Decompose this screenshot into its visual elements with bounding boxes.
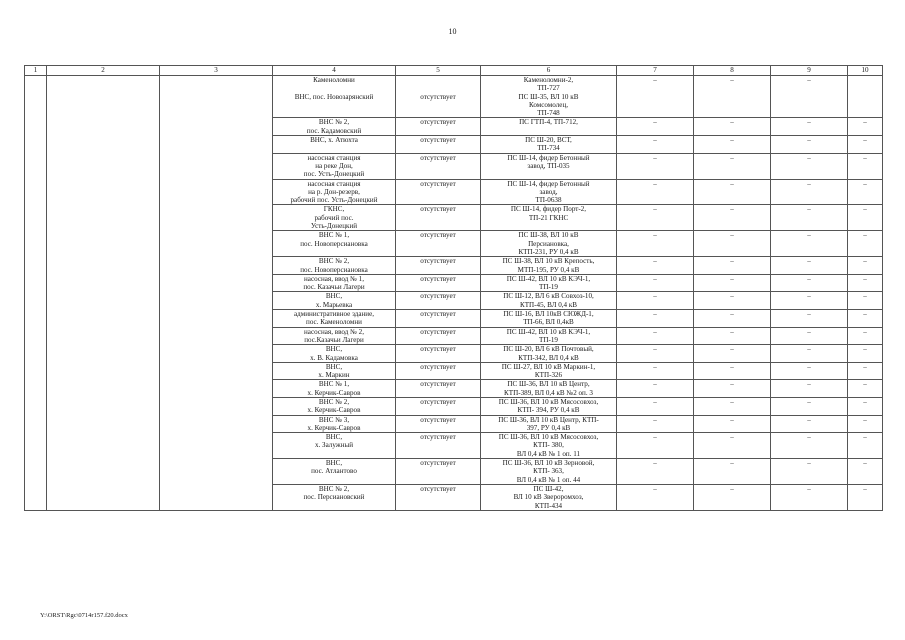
cell-c7: – [617, 433, 694, 459]
cell-line: отсутствует [420, 205, 456, 214]
cell-c4 [273, 433, 396, 459]
cell-line: на р. Дон-резерв, [308, 187, 360, 196]
cell-line: х. Керчик-Савров [307, 388, 361, 397]
cell-c6 [481, 292, 617, 310]
cell-line: ТП-748 [537, 109, 560, 118]
cell-c10: – [848, 292, 883, 310]
table-header-row [25, 66, 883, 76]
cell-c7: – [617, 76, 694, 118]
cell-line: отсутствует [420, 362, 456, 371]
cell-c6 [481, 136, 617, 154]
cell-c5 [396, 231, 481, 257]
cell-line: Каменоломни-2, [523, 76, 574, 84]
cell-c8: – [694, 397, 771, 415]
cell-line: ТП-0638 [535, 196, 562, 205]
cell-c4 [273, 380, 396, 398]
cell-c8: – [694, 118, 771, 136]
cell-line: завод, ТП-035 [527, 161, 570, 170]
cell-line: ТП-19 [539, 335, 558, 344]
cell-line: ВНС, х. Атюхта [310, 136, 358, 145]
cell-c9: – [771, 345, 848, 363]
cell-line: МТП-195, РУ 0,4 кВ [517, 265, 580, 274]
cell-c6 [481, 310, 617, 328]
table-row [25, 76, 883, 118]
cell-c6 [481, 153, 617, 179]
cell-line: ПС Ш-42, ВЛ 10 кВ КЭЧ-1, [506, 327, 591, 336]
table-body [25, 76, 883, 511]
column-header-4: 4 [273, 66, 396, 76]
cell-c10: – [848, 179, 883, 205]
cell-c5 [396, 415, 481, 433]
cell-line: ПС Ш-20, ВСТ, [525, 136, 572, 145]
column-header-3: 3 [160, 66, 273, 76]
cell-c10: – [848, 397, 883, 415]
cell-line: отсутствует [420, 397, 456, 406]
cell-c9: – [771, 118, 848, 136]
cell-c10: – [848, 459, 883, 485]
cell-line: КТП-45, ВЛ 0,4 кВ [519, 300, 578, 309]
cell-c7: – [617, 345, 694, 363]
cell-line: отсутствует [420, 433, 456, 442]
cell-line: ПС Ш-14, фидер Порт-2, [510, 205, 587, 214]
cell-c9: – [771, 205, 848, 231]
cell-line: отсутствует [420, 92, 456, 101]
cell-c10: – [848, 484, 883, 510]
cell-line: х. Марьевка [315, 300, 353, 309]
cell-line: отсутствует [420, 231, 456, 240]
cell-c10 [848, 76, 883, 118]
cell-line: ВНС, [325, 433, 343, 442]
cell-c7: – [617, 459, 694, 485]
cell-line: КТП- 394, РУ 0,4 кВ [517, 406, 580, 415]
cell-c9: – [771, 257, 848, 275]
cell-line: ПС Ш-42, [533, 484, 564, 493]
cell-line: ВНС, [325, 459, 343, 468]
cell-c8: – [694, 274, 771, 292]
cell-line: отсутствует [420, 292, 456, 301]
cell-c6 [481, 76, 617, 118]
cell-c5 [396, 459, 481, 485]
cell-line: ВНС № 2, [318, 397, 350, 406]
cell-line: отсутствует [420, 257, 456, 266]
cell-c5 [396, 205, 481, 231]
cell-line: ПС Ш-38, ВЛ 10 кВ Крепость, [502, 257, 595, 266]
cell-c9: – [771, 380, 848, 398]
cell-line: ПС Ш-16, ВЛ 10кВ СЮЖД-1, [503, 310, 594, 319]
cell-line: отсутствует [420, 179, 456, 188]
cell-c9: – [771, 362, 848, 380]
cell-c5 [396, 179, 481, 205]
cell-line: х. Залужный [314, 441, 354, 450]
empty-merged-cell-c2 [47, 76, 160, 511]
cell-c9: – [771, 153, 848, 179]
cell-line: насосная, ввод № 2, [304, 327, 364, 336]
cell-line: ТП-734 [537, 144, 560, 153]
cell-line: ПС Ш-14, фидер Бетонный [507, 153, 590, 162]
cell-line: ПС Ш-35, ВЛ 10 кВ [518, 92, 579, 101]
cell-c9: – [771, 136, 848, 154]
cell-c7: – [617, 136, 694, 154]
cell-c8: – [694, 310, 771, 328]
cell-c4 [273, 310, 396, 328]
cell-c4 [273, 415, 396, 433]
cell-c10: – [848, 231, 883, 257]
cell-line: ВЛ 0,4 кВ № 1 оп. 11 [516, 449, 581, 458]
cell-line: ПС Ш-42, ВЛ 10 кВ КЭЧ-1, [506, 274, 591, 283]
cell-c5 [396, 380, 481, 398]
cell-c9: – [771, 76, 848, 118]
cell-line: ПС Ш-36, ВЛ 10 кВ Центр, [507, 380, 590, 389]
cell-c6 [481, 397, 617, 415]
cell-c8: – [694, 327, 771, 345]
column-header-10: 10 [848, 66, 883, 76]
cell-c6 [481, 362, 617, 380]
cell-line: ГКНС, [323, 205, 345, 214]
cell-c8: – [694, 433, 771, 459]
cell-c7: – [617, 362, 694, 380]
cell-line: 397, РУ 0,4 кВ [526, 423, 571, 432]
cell-c4 [273, 179, 396, 205]
cell-line: отсутствует [420, 327, 456, 336]
cell-c6 [481, 179, 617, 205]
cell-c8: – [694, 459, 771, 485]
cell-line: ТП-66, ВЛ 0,4кВ [523, 318, 574, 327]
footer-file-path: Y:\ORST\Rgc\0714r157.f20.docx [40, 612, 128, 619]
cell-c4 [273, 292, 396, 310]
cell-c10: – [848, 257, 883, 275]
cell-line: ВНС № 2, [318, 484, 350, 493]
cell-line: Каменоломни [313, 76, 355, 84]
cell-line: ТП-19 [539, 283, 558, 292]
cell-line: ПС Ш-36, ВЛ 10 кВ Мясосовхоз, [498, 433, 599, 442]
cell-c9: – [771, 484, 848, 510]
cell-line: КТП-326 [534, 371, 563, 380]
cell-line: ВНС, [325, 345, 343, 354]
cell-line: отсутствует [420, 345, 456, 354]
cell-c10: – [848, 415, 883, 433]
cell-c7: – [617, 484, 694, 510]
cell-c6 [481, 484, 617, 510]
cell-line: х. В. Кадамовка [310, 353, 358, 362]
cell-line: х. Маркин [318, 371, 350, 380]
cell-line: ВНС № 1, [318, 380, 350, 389]
cell-line: пос.Казачьи Лагери [304, 335, 364, 344]
cell-line: ВНС № 2, [318, 257, 350, 266]
cell-line: КТП-389, ВЛ 0,4 кВ №2 оп. 3 [504, 388, 593, 397]
cell-c5 [396, 327, 481, 345]
cell-c8: – [694, 76, 771, 118]
cell-line: завод, [539, 187, 558, 196]
cell-c9: – [771, 415, 848, 433]
cell-line: ВНС, [325, 292, 343, 301]
cell-c8: – [694, 136, 771, 154]
cell-c9: – [771, 327, 848, 345]
cell-c8: – [694, 257, 771, 275]
cell-line: отсутствует [420, 274, 456, 283]
cell-line: КТП- 380, [533, 441, 564, 450]
cell-c8: – [694, 205, 771, 231]
cell-c7: – [617, 118, 694, 136]
cell-c8: – [694, 362, 771, 380]
cell-line: ВНС № 2, [318, 118, 350, 127]
cell-c8: – [694, 292, 771, 310]
cell-line: насосная, ввод № 1, [304, 274, 364, 283]
cell-line: пос. Кадамовский [306, 126, 362, 135]
column-header-1: 1 [25, 66, 47, 76]
column-header-7: 7 [617, 66, 694, 76]
cell-c7: – [617, 292, 694, 310]
cell-c6 [481, 118, 617, 136]
cell-line: ВНС № 1, [318, 231, 350, 240]
cell-c7: – [617, 397, 694, 415]
cell-c5 [396, 484, 481, 510]
data-table [24, 65, 883, 511]
cell-c7: – [617, 415, 694, 433]
cell-c9: – [771, 433, 848, 459]
cell-c4 [273, 257, 396, 275]
cell-line: ВНС, [325, 362, 343, 371]
cell-line: ПС Ш-38, ВЛ 10 кВ [518, 231, 579, 240]
cell-c6 [481, 257, 617, 275]
cell-line: пос. Новоперсиановка [300, 239, 368, 248]
cell-c4 [273, 136, 396, 154]
cell-c7: – [617, 274, 694, 292]
cell-c9: – [771, 179, 848, 205]
cell-line: отсутствует [420, 380, 456, 389]
cell-c7: – [617, 257, 694, 275]
cell-line: ПС Ш-12, ВЛ 6 кВ Совхоз-10, [503, 292, 594, 301]
cell-line: ПС Ш-36, ВЛ 10 кВ Зерновой, [502, 459, 595, 468]
cell-c7: – [617, 179, 694, 205]
column-header-8: 8 [694, 66, 771, 76]
cell-c10: – [848, 433, 883, 459]
cell-c5 [396, 257, 481, 275]
empty-merged-cell-c3 [160, 76, 273, 511]
cell-c9: – [771, 292, 848, 310]
cell-c4 [273, 231, 396, 257]
cell-c10: – [848, 153, 883, 179]
cell-c8: – [694, 179, 771, 205]
cell-c4 [273, 118, 396, 136]
cell-c4 [273, 397, 396, 415]
cell-line: ПС Ш-36, ВЛ 10 кВ Центр, КТП- [498, 415, 599, 424]
cell-c8: – [694, 415, 771, 433]
cell-line [398, 84, 478, 92]
cell-line: Усть-Донецкий [310, 222, 358, 231]
cell-c7: – [617, 380, 694, 398]
empty-merged-cell-c1 [25, 76, 47, 511]
cell-line: насосная станция [307, 179, 361, 188]
cell-c10: – [848, 136, 883, 154]
cell-line: пос. Усть-Донецкий [303, 170, 365, 179]
cell-c7: – [617, 231, 694, 257]
cell-line: отсутствует [420, 484, 456, 493]
cell-line: КТП-342, ВЛ 0,4 кВ [518, 353, 579, 362]
cell-line: ВЛ 10 кВ Звероромхоз, [513, 493, 584, 502]
cell-c10: – [848, 205, 883, 231]
cell-c5 [396, 118, 481, 136]
cell-c6 [481, 231, 617, 257]
cell-c9: – [771, 231, 848, 257]
cell-c4 [273, 153, 396, 179]
cell-line: пос. Новоперсиановка [300, 265, 368, 274]
cell-line: насосная станция [307, 153, 361, 162]
cell-line: отсутствует [420, 459, 456, 468]
cell-c7: – [617, 327, 694, 345]
cell-line: ПС Ш-36, ВЛ 10 кВ Мясосовхоз, [498, 397, 599, 406]
cell-c9: – [771, 310, 848, 328]
cell-c5 [396, 274, 481, 292]
cell-c10: – [848, 380, 883, 398]
cell-line: ВНС № 3, [318, 415, 350, 424]
cell-c8: – [694, 380, 771, 398]
cell-line: ПС Ш-27, ВЛ 10 кВ Маркин-1, [501, 362, 596, 371]
cell-c6 [481, 345, 617, 363]
cell-line: х. Керчик-Савров [307, 406, 361, 415]
cell-c9: – [771, 459, 848, 485]
cell-c10: – [848, 118, 883, 136]
cell-c7: – [617, 310, 694, 328]
cell-c6 [481, 327, 617, 345]
cell-c4 [273, 362, 396, 380]
cell-c5 [396, 292, 481, 310]
cell-line: административное здание, [293, 310, 375, 319]
cell-c5 [396, 153, 481, 179]
cell-c8: – [694, 484, 771, 510]
cell-c4 [273, 459, 396, 485]
cell-c5 [396, 397, 481, 415]
cell-line: пос. Атлантово [311, 467, 357, 476]
cell-line: ПС Ш-20, ВЛ 6 кВ Почтовый, [503, 345, 594, 354]
cell-c6 [481, 415, 617, 433]
cell-c5 [396, 345, 481, 363]
column-header-5: 5 [396, 66, 481, 76]
cell-c9: – [771, 274, 848, 292]
cell-line [398, 76, 478, 84]
cell-c9: – [771, 397, 848, 415]
page-number: 10 [448, 27, 457, 36]
cell-c10: – [848, 327, 883, 345]
cell-c8: – [694, 153, 771, 179]
cell-c7: – [617, 205, 694, 231]
cell-line: ПС ГТП-4, ТП-712, [519, 118, 578, 127]
cell-c10: – [848, 362, 883, 380]
cell-c8: – [694, 345, 771, 363]
cell-line: рабочий пос. Усть-Донецкий [290, 196, 378, 205]
column-header-2: 2 [47, 66, 160, 76]
cell-c10: – [848, 310, 883, 328]
cell-line: Комсомолец, [528, 100, 569, 109]
cell-line: ВНС, пос. Новозарянский [294, 92, 374, 101]
cell-c7: – [617, 153, 694, 179]
cell-line: КТП-231, РУ 0,4 кВ [518, 247, 579, 256]
cell-line: КТП-434 [534, 501, 563, 510]
cell-line: отсутствует [420, 136, 456, 145]
cell-c10: – [848, 274, 883, 292]
column-header-6: 6 [481, 66, 617, 76]
cell-line: отсутствует [420, 310, 456, 319]
cell-c6 [481, 274, 617, 292]
cell-c4 [273, 76, 396, 118]
cell-line: пос. Каменоломни [306, 318, 362, 327]
column-header-9: 9 [771, 66, 848, 76]
cell-line: отсутствует [420, 153, 456, 162]
cell-line [275, 84, 393, 92]
cell-c4 [273, 205, 396, 231]
cell-c5 [396, 362, 481, 380]
cell-line: на реке Дон, [315, 161, 353, 170]
cell-c6 [481, 459, 617, 485]
cell-c10: – [848, 345, 883, 363]
cell-line: КТП- 363, [533, 467, 564, 476]
cell-c5 [396, 310, 481, 328]
cell-c4 [273, 484, 396, 510]
cell-line: ТП-21 ГКНС [528, 213, 569, 222]
cell-line: пос. Персиановский [303, 493, 365, 502]
cell-c6 [481, 205, 617, 231]
cell-line: ТП-727 [537, 84, 560, 93]
cell-c4 [273, 345, 396, 363]
cell-line: ПС Ш-14, фидер Бетонный [507, 179, 590, 188]
cell-c5 [396, 76, 481, 118]
cell-c4 [273, 327, 396, 345]
cell-line: х. Керчик-Савров [307, 423, 361, 432]
cell-c8: – [694, 231, 771, 257]
cell-line: Персиановка, [528, 239, 569, 248]
cell-line: пос. Казачьи Лагери [303, 283, 365, 292]
cell-c6 [481, 380, 617, 398]
cell-c4 [273, 274, 396, 292]
cell-c6 [481, 433, 617, 459]
cell-c5 [396, 433, 481, 459]
cell-line: рабочий пос. [314, 213, 354, 222]
cell-line: отсутствует [420, 415, 456, 424]
cell-line: ВЛ 0,4 кВ № 1 оп. 44 [516, 475, 581, 484]
cell-c5 [396, 136, 481, 154]
cell-line: отсутствует [420, 118, 456, 127]
